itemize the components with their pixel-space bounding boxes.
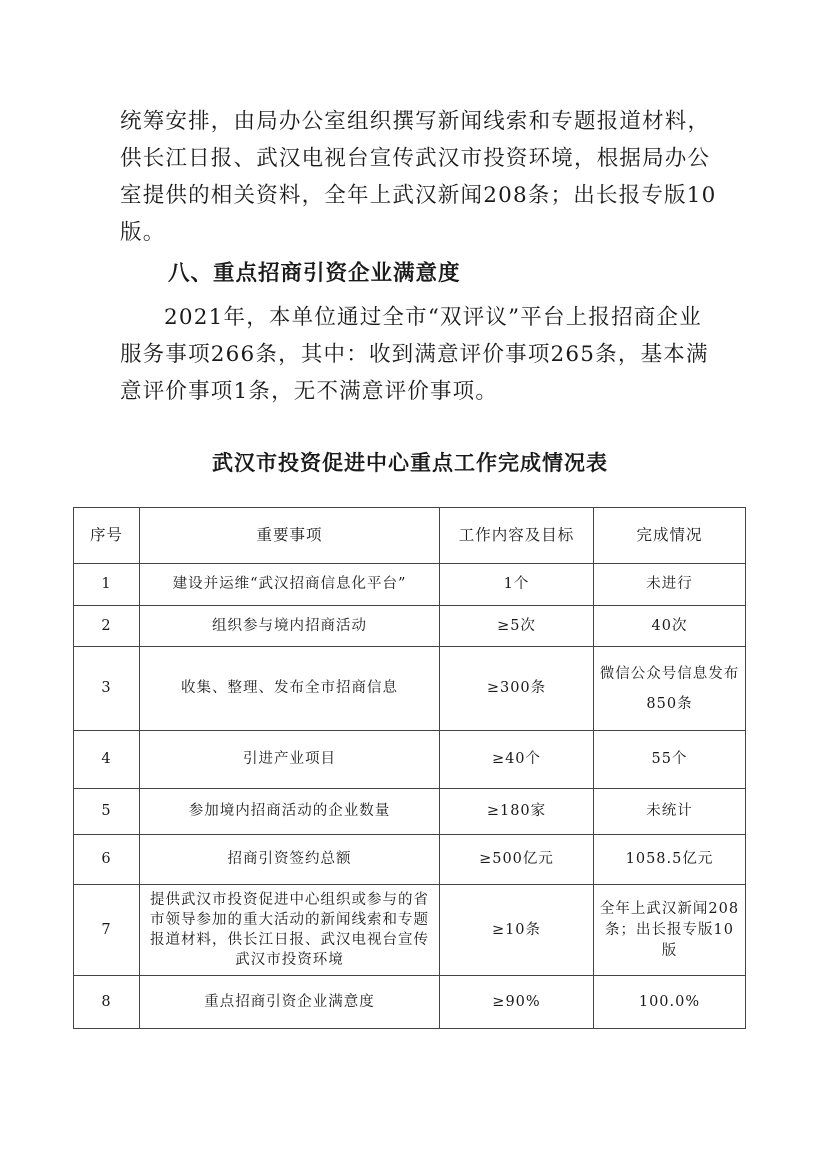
cell-index: 7: [74, 885, 140, 976]
cell-status: 未统计: [594, 789, 746, 835]
cell-status: 微信公众号信息发布850条: [594, 647, 746, 731]
cell-target: ≥10条: [440, 885, 594, 976]
body-paragraph-2: 2021年，本单位通过全市“双评议”平台上报招商企业服务事项266条，其中：收到满意评价事项265条，基本满意评价事项1条，无不满意评价事项。: [120, 305, 709, 404]
header-index: 序号: [74, 508, 140, 564]
cell-target: ≥5次: [440, 606, 594, 647]
cell-target: 1个: [440, 564, 594, 606]
cell-item: 组织参与境内招商活动: [140, 606, 440, 647]
table-row: [74, 731, 746, 789]
table-row: [74, 564, 746, 606]
cell-status: 55个: [594, 731, 746, 789]
cell-status: 未进行: [594, 564, 746, 606]
body-paragraph-1: 统筹安排，由局办公室组织撰写新闻线索和专题报道材料，供长江日报、武汉电视台宣传武汉市投资环境，根据局办公室提供的相关资料，全年上武汉新闻208条；出长报专版10版。: [120, 109, 717, 245]
table-row: [74, 647, 746, 731]
table-row: [74, 976, 746, 1029]
table-row: [74, 835, 746, 885]
cell-index: 4: [74, 731, 140, 789]
header-item: 重要事项: [140, 508, 440, 564]
cell-item: 招商引资签约总额: [140, 835, 440, 885]
cell-target: ≥90%: [440, 976, 594, 1029]
header-status: 完成情况: [594, 508, 746, 564]
cell-index: 3: [74, 647, 140, 731]
cell-item: 收集、整理、发布全市招商信息: [140, 647, 440, 731]
table-header-row: [74, 508, 746, 564]
cell-status: 全年上武汉新闻208条；出长报专版10版: [594, 885, 746, 976]
cell-status: 100.0%: [594, 976, 746, 1029]
cell-index: 8: [74, 976, 140, 1029]
cell-index: 5: [74, 789, 140, 835]
cell-index: 2: [74, 606, 140, 647]
cell-target: ≥500亿元: [440, 835, 594, 885]
cell-item: 参加境内招商活动的企业数量: [140, 789, 440, 835]
cell-target: ≥40个: [440, 731, 594, 789]
cell-target: ≥180家: [440, 789, 594, 835]
cell-index: 6: [74, 835, 140, 885]
cell-status: 1058.5亿元: [594, 835, 746, 885]
cell-item: 建设并运维“武汉招商信息化平台”: [140, 564, 440, 606]
work-completion-table: [73, 507, 746, 1029]
cell-target: ≥300条: [440, 647, 594, 731]
cell-item: 提供武汉市投资促进中心组织或参与的省市领导参加的重大活动的新闻线索和专题报道材料，供长江日报、武汉电视台宣传武汉市投资环境: [140, 885, 440, 976]
cell-status: 40次: [594, 606, 746, 647]
table-row: [74, 606, 746, 647]
table-row: [74, 885, 746, 976]
cell-index: 1: [74, 564, 140, 606]
header-target: 工作内容及目标: [440, 508, 594, 564]
cell-item: 引进产业项目: [140, 731, 440, 789]
table-row: [74, 789, 746, 835]
section-heading-8: 八、重点招商引资企业满意度: [168, 261, 461, 286]
table-title: 武汉市投资促进中心重点工作完成情况表: [212, 451, 608, 475]
cell-item: 重点招商引资企业满意度: [140, 976, 440, 1029]
